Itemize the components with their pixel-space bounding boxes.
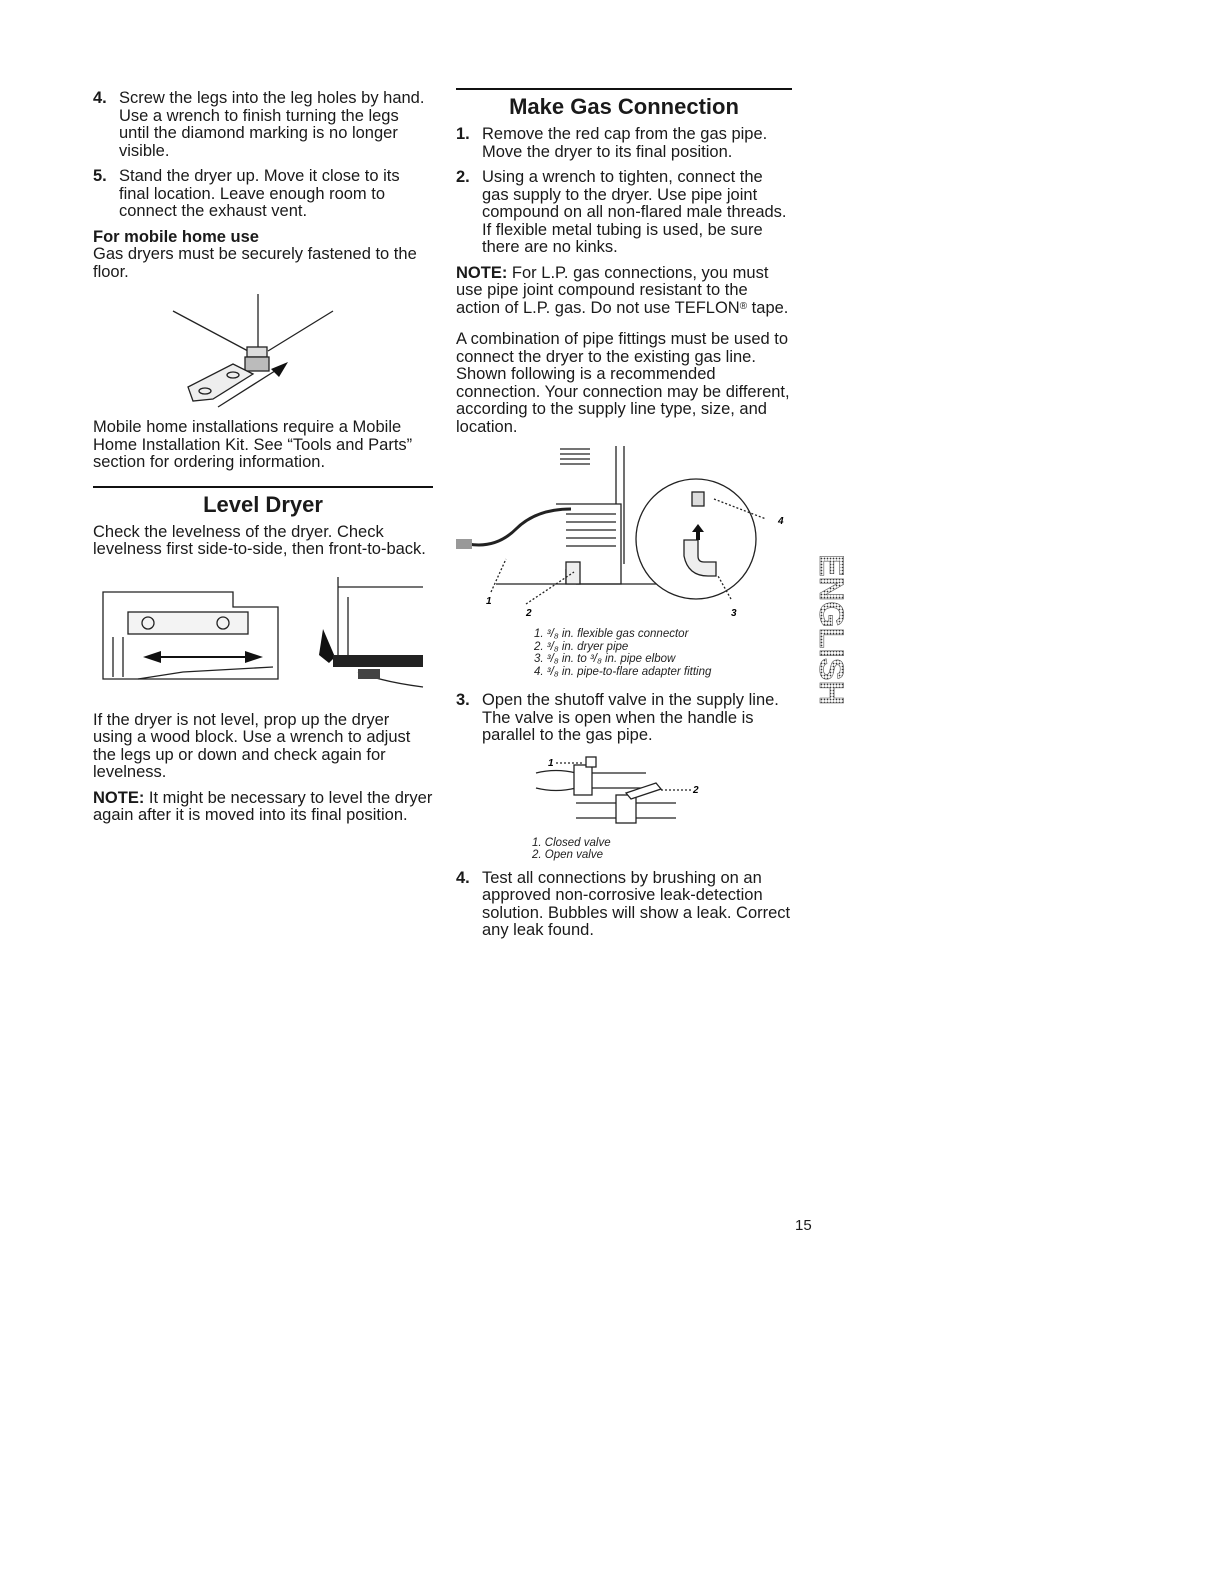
mobile-home-text: Gas dryers must be securely fastened to the floor. (93, 245, 417, 281)
prop-dryer-text: If the dryer is not level, prop up the dryer using a wood block. Use a wrench to adjust the legs up or down and check again for levelness. (93, 710, 411, 781)
gas-callout-2: 2 (526, 608, 532, 619)
step-number: 5. (93, 167, 107, 185)
step-number: 2. (456, 168, 470, 186)
gas-step-3 (456, 692, 792, 745)
gas-figure-captions (456, 628, 792, 678)
english-side-tab (790, 550, 850, 730)
left-column (93, 90, 433, 833)
leg-step-4 (93, 90, 433, 160)
caption-4: 4. ³/₈ in. pipe-to-flare adapter fitting (534, 665, 712, 678)
note-text: For L.P. gas connections, you must use pipe joint compound resistant to the action of L.P. gas. Do not use TEFLON (456, 263, 769, 317)
gas-callout-4: 4 (778, 516, 784, 527)
gas-connection-title: Make Gas Connection (509, 94, 739, 119)
mobile-home-heading: For mobile home use (93, 227, 259, 246)
registered-mark: ® (739, 300, 748, 312)
right-column (456, 88, 792, 948)
step-number: 1. (456, 125, 470, 143)
note-label: NOTE: (456, 263, 508, 282)
gas-step-4 (456, 870, 792, 940)
caption-1: 1. ³/₈ in. flexible gas connector (534, 628, 689, 640)
valve-callout-1: 1 (548, 757, 554, 769)
level-dryer-figure (93, 567, 433, 702)
step-number: 4. (456, 868, 470, 887)
leg-step-5 (93, 168, 433, 221)
note-label: NOTE: (93, 788, 145, 807)
mobile-home-bracket-figure (93, 289, 433, 419)
section-rule (456, 88, 792, 90)
gas-connection-figure (456, 444, 792, 624)
caption-2: 2. ³/₈ in. dryer pipe (534, 640, 629, 653)
step-text: Test all connections by brushing on an approved non-corrosive leak-detection solution. Bubbles will show a leak. Correct any leak found. (482, 868, 791, 939)
step-text: Using a wrench to tighten, connect the gas supply to the dryer. Use pipe joint compound on all non-flared male threads. If flexible metal tubing is used, be sure there are no kinks. (482, 168, 787, 256)
step-number: 3. (456, 691, 470, 709)
note-text-end: tape. (747, 298, 789, 317)
step-text: Stand the dryer up. Move it close to its final location. Leave enough room to connect the exhaust vent. (119, 167, 400, 220)
step-text: Open the shutoff valve in the supply line. The valve is open when the handle is parallel to the gas pipe. (482, 691, 779, 744)
caption-closed-valve: 1. Closed valve (532, 836, 611, 849)
caption-3: 3. ³/₈ in. to ³/₈ in. pipe elbow (534, 653, 676, 665)
pipe-fittings-text: A combination of pipe fittings must be used to connect the dryer to the existing gas line. Shown following is a recommended connection. Your connection may be different, according to the supply line type, size, and location. (456, 330, 790, 436)
section-rule (93, 486, 433, 488)
valve-figure-captions (456, 837, 792, 862)
step-text: Remove the red cap from the gas pipe. Move the dryer to its final position. (482, 125, 768, 161)
gas-callout-3: 3 (731, 608, 737, 619)
side-tab-label: ENGLISH (812, 554, 850, 706)
gas-callout-1: 1 (486, 596, 492, 607)
gas-step-1 (456, 126, 792, 161)
caption-open-valve: 2. Open valve (532, 849, 603, 861)
level-dryer-text: Check the levelness of the dryer. Check levelness first side-to-side, then front-to-back. (93, 522, 426, 558)
note-text: It might be necessary to level the dryer again after it is moved into its final position. (93, 788, 433, 824)
level-dryer-title: Level Dryer (203, 491, 323, 517)
valve-figure (456, 753, 792, 833)
level-note (93, 790, 433, 825)
mobile-kit-text: Mobile home installations require a Mobile Home Installation Kit. See “Tools and Parts” section for ordering information. (93, 418, 413, 471)
step-text: Screw the legs into the leg holes by hand. Use a wrench to finish turning the legs until the diamond marking is no longer visible. (119, 89, 425, 160)
page-number: 15 (795, 1217, 812, 1234)
valve-callout-2: 2 (693, 784, 699, 796)
gas-step-2 (456, 169, 792, 257)
lp-gas-note (456, 265, 792, 318)
step-number: 4. (93, 89, 107, 107)
